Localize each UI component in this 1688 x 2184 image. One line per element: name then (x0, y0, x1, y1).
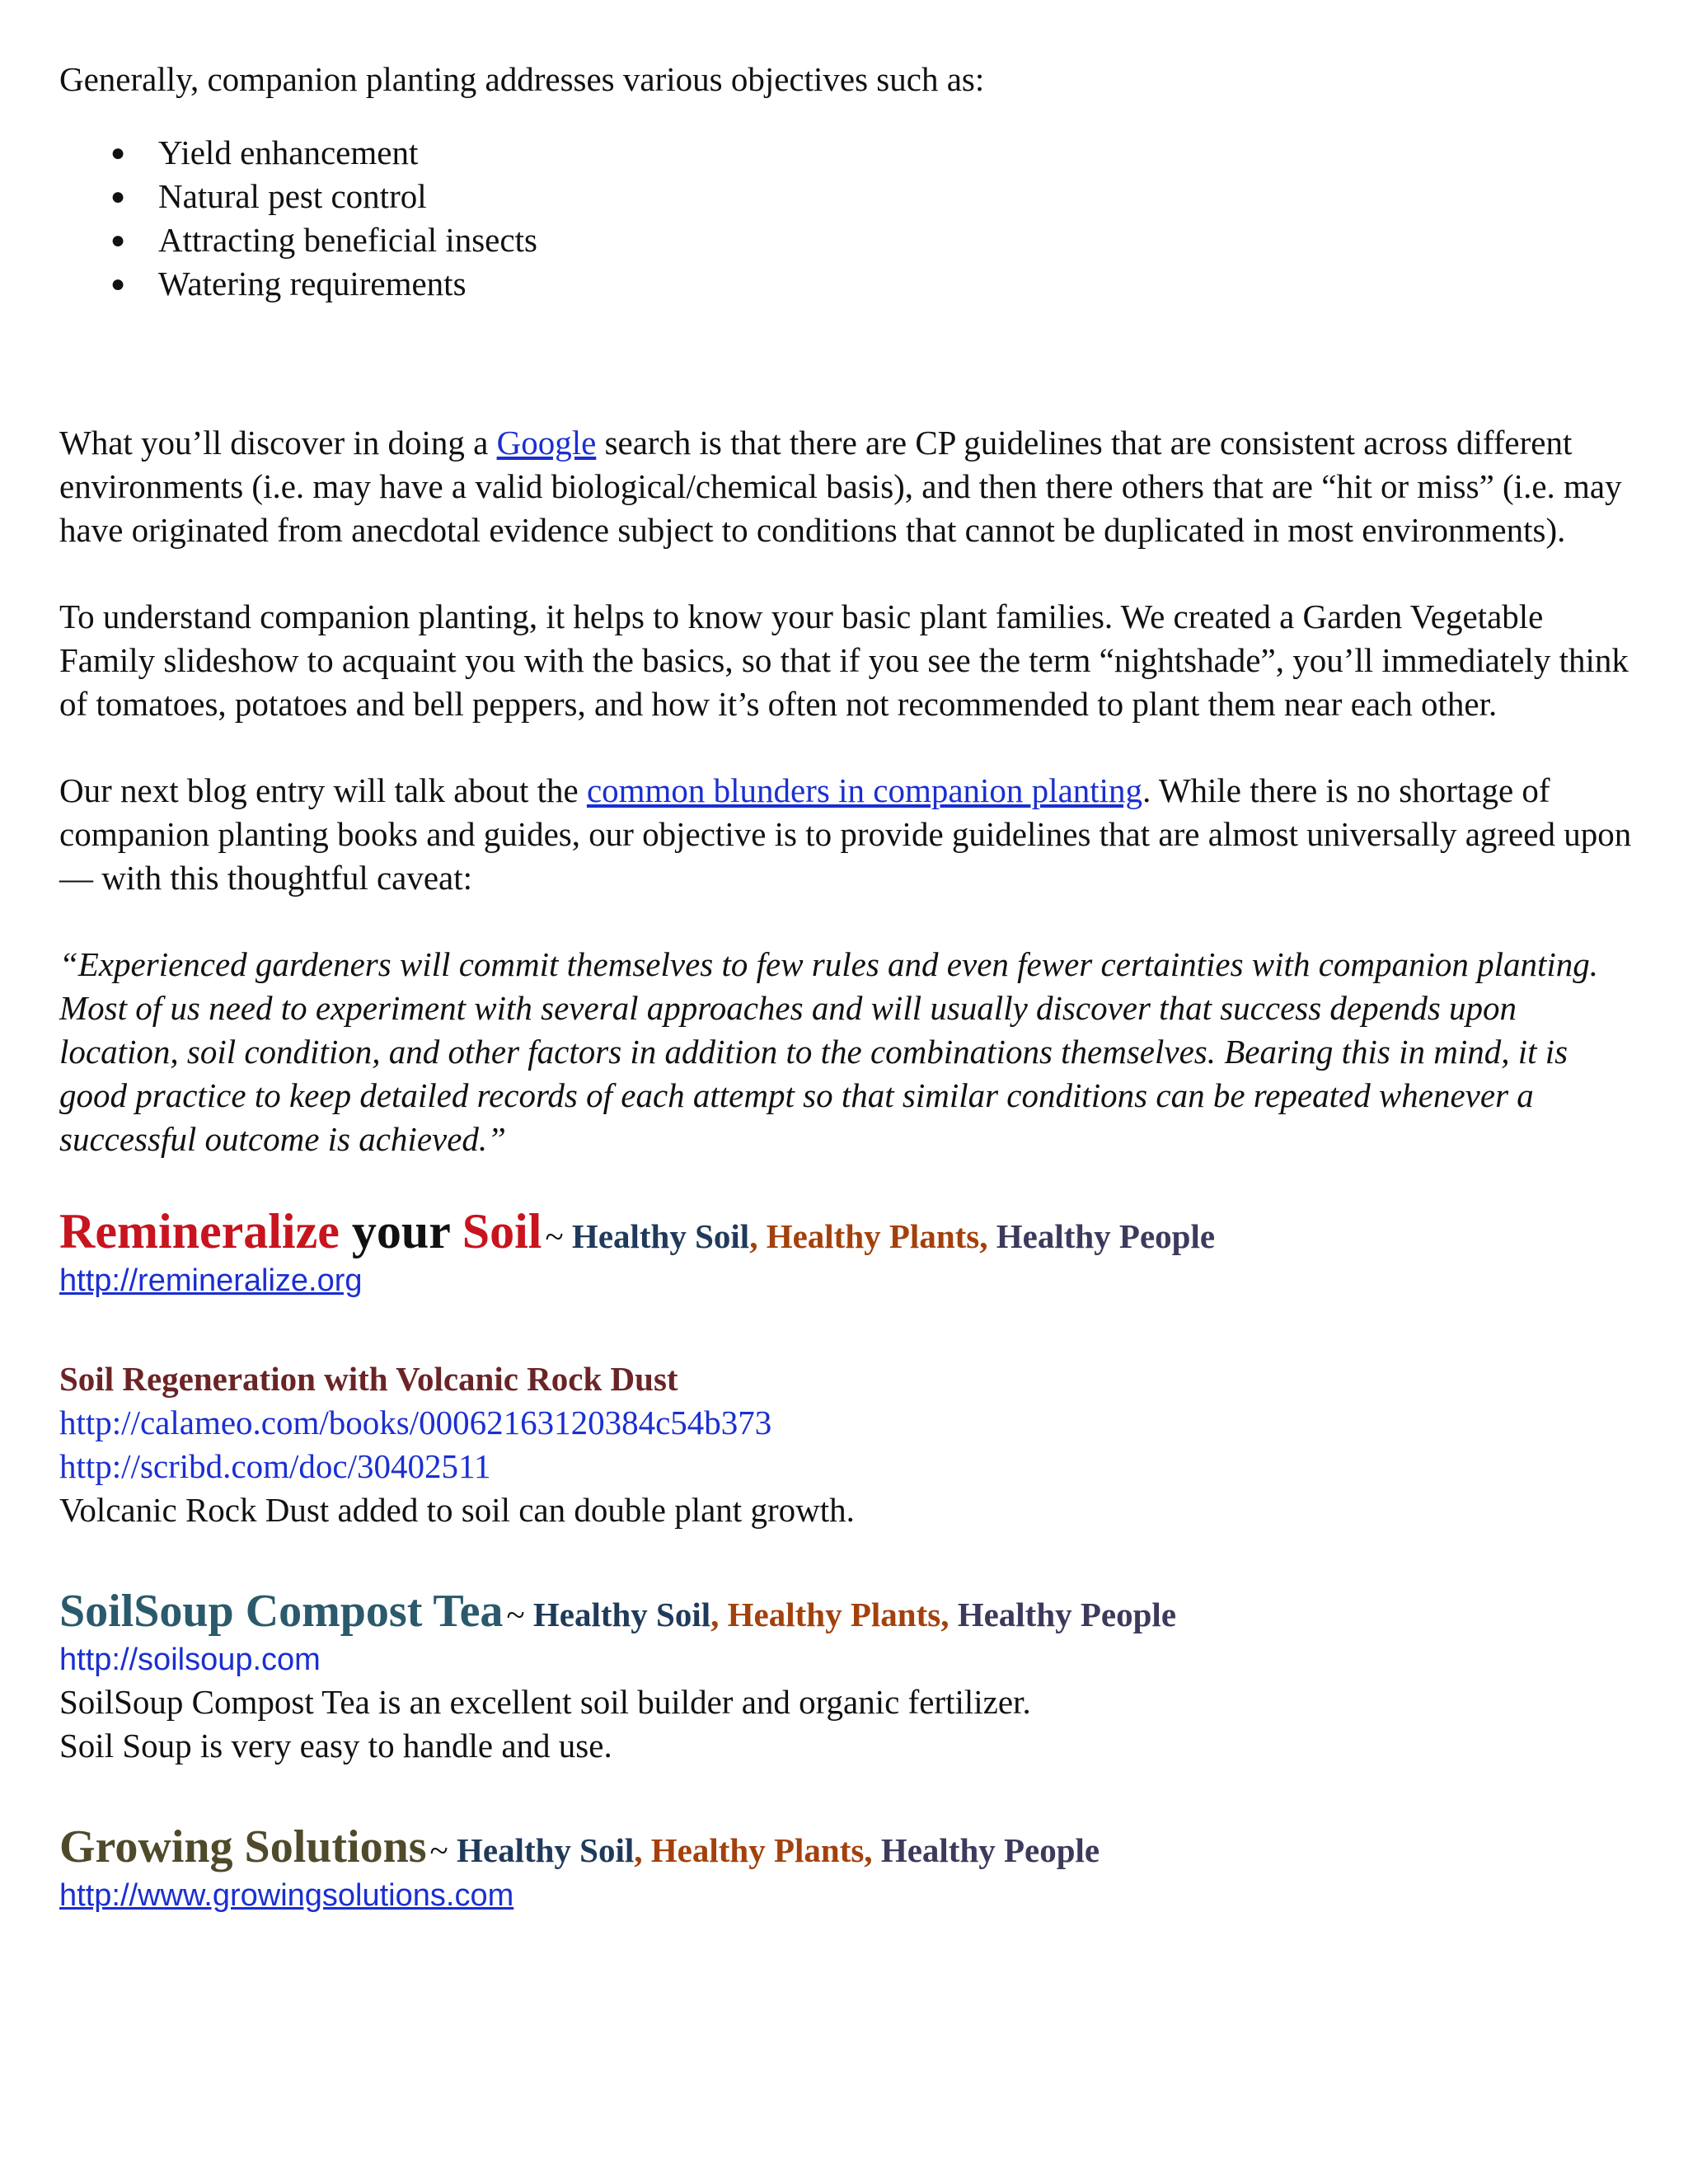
remineralize-link[interactable]: http://remineralize.org (59, 1263, 363, 1298)
quote-paragraph: “Experienced gardeners will commit themselves to few rules and even fewer certainties with companion planting. Most of us need to experiment with several approaches and will usually discover that success depends upon location, soil condition, and other factors in addition to the combinations themselves. Bearing this in mind, it is good practice to keep detailed records of each attempt so that similar conditions can be repeated whenever a successful outcome is achieved.” (59, 945, 1599, 1158)
google-link[interactable]: Google (496, 424, 597, 462)
soilsoup-description-2: Soil Soup is very easy to handle and use. (59, 1727, 612, 1765)
list-item: ● Watering requirements (59, 262, 1634, 306)
list-item: ● Natural pest control (59, 175, 1634, 218)
bullet-icon: ● (110, 183, 126, 210)
intro-paragraph: Generally, companion planting addresses various objectives such as: (59, 60, 985, 98)
volcanic-description: Volcanic Rock Dust added to soil can double plant growth. (59, 1491, 855, 1529)
document-page (59, 58, 1634, 1916)
volcanic-heading: Soil Regeneration with Volcanic Rock Dust (59, 1360, 678, 1398)
objectives-list (59, 131, 1634, 306)
growing-solutions-link[interactable]: http://www.growingsolutions.com (59, 1878, 514, 1913)
calameo-link[interactable]: http://calameo.com/books/00062163120384c54b373 (59, 1404, 772, 1441)
list-item: ● Yield enhancement (59, 131, 1634, 175)
growing-solutions-heading: Growing Solutions ~ Healthy Soil, Healthy Plants, Healthy People (59, 1821, 1100, 1872)
tagline: ~ Healthy Soil, Healthy Plants, Healthy People (545, 1217, 1216, 1255)
bullet-icon: ● (110, 139, 126, 166)
soilsoup-description-1: SoilSoup Compost Tea is an excellent soil builder and organic fertilizer. (59, 1683, 1031, 1721)
soilsoup-link[interactable]: http://soilsoup.com (59, 1643, 321, 1677)
plant-families-paragraph: To understand companion planting, it helps to know your basic plant families. We created a Garden Vegetable Family slideshow to acquaint you with the basics, so that if you see the term “nightshade”, you’ll immediately think of tomatoes, potatoes and bell peppers, and how it’s often not recommended to plant them near each other. (59, 598, 1629, 723)
list-item: ● Attracting beneficial insects (59, 218, 1634, 262)
scribd-link[interactable]: http://scribd.com/doc/30402511 (59, 1447, 491, 1485)
bullet-icon: ● (110, 270, 126, 298)
remineralize-heading: Remineralize your Soil ~ Healthy Soil, Healthy Plants, Healthy People (59, 1204, 1216, 1258)
blunders-paragraph: Our next blog entry will talk about the common blunders in companion planting. While there is no shortage of companion planting books and guides, our objective is to provide guidelines that are almost universally agreed upon — with this thoughtful caveat: (59, 771, 1632, 897)
google-paragraph: What you’ll discover in doing a Google search is that there are CP guidelines that are consistent across different environments (i.e. may have a valid biological/chemical basis), and then there others that are “hit or miss” (i.e. may have originated from anecdotal evidence subject to conditions that cannot be duplicated in most environments). (59, 424, 1622, 549)
bullet-icon: ● (110, 227, 126, 254)
tagline: ~ Healthy Soil, Healthy Plants, Healthy People (429, 1831, 1100, 1869)
soilsoup-heading: SoilSoup Compost Tea ~ Healthy Soil, Healthy Plants, Healthy People (59, 1586, 1177, 1637)
tagline: ~ Healthy Soil, Healthy Plants, Healthy People (506, 1596, 1177, 1633)
common-blunders-link[interactable]: common blunders in companion planting (586, 771, 1143, 809)
